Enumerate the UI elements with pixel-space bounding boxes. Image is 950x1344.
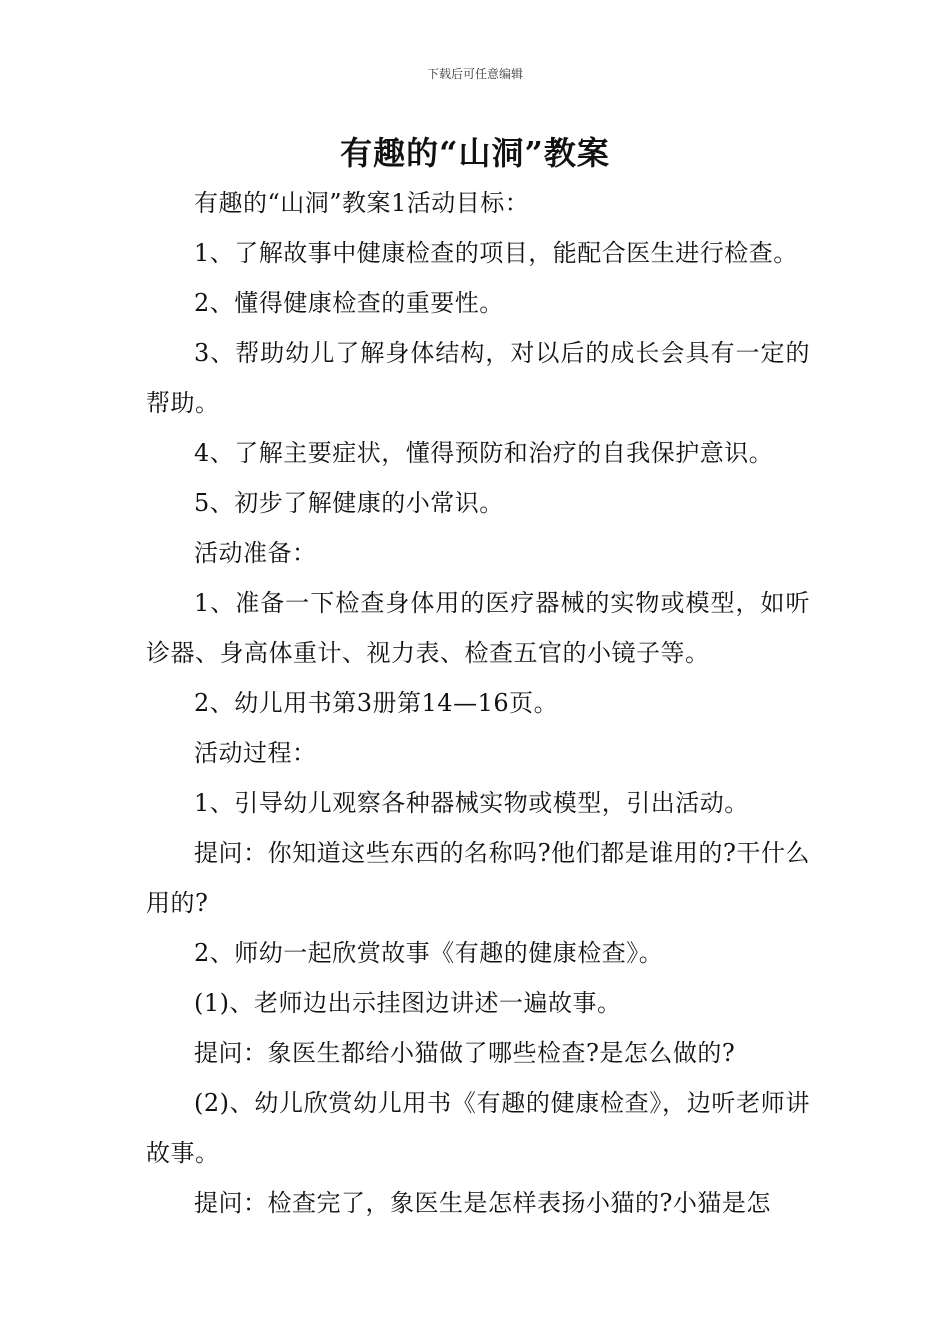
paragraph: 有趣的“山洞”教案1活动目标：: [194, 189, 530, 217]
paragraph: 1、引导幼儿观察各种器械实物或模型，引出活动。: [194, 789, 749, 817]
paragraph: 5、初步了解健康的小常识。: [194, 489, 504, 517]
paragraph: 活动准备：: [194, 539, 317, 567]
paragraph: 2、懂得健康检查的重要性。: [194, 289, 504, 317]
page-header-note: 下载后可任意编辑: [426, 67, 523, 81]
paragraph: 3、帮助幼儿了解身体结构，对以后的成长会具有一定的帮助。: [146, 339, 810, 417]
document-title: 有趣的“山洞”教案: [340, 134, 610, 172]
paragraph: 提问：你知道这些东西的名称吗?他们都是谁用的?干什么用的?: [146, 839, 810, 917]
paragraph: 1、了解故事中健康检查的项目，能配合医生进行检查。: [194, 239, 798, 267]
paragraph: (2)、幼儿欣赏幼儿用书《有趣的健康检查》，边听老师讲故事。: [146, 1089, 810, 1167]
paragraph: 提问：检查完了，象医生是怎样表扬小猫的?小猫是怎: [194, 1189, 771, 1217]
paragraph: 1、准备一下检查身体用的医疗器械的实物或模型，如听诊器、身高体重计、视力表、检查五官的小镜子等。: [146, 589, 810, 667]
paragraph: 活动过程：: [194, 739, 317, 767]
paragraph: 4、了解主要症状，懂得预防和治疗的自我保护意识。: [194, 439, 774, 467]
paragraph: 2、师幼一起欣赏故事《有趣的健康检查》。: [194, 939, 664, 967]
paragraph: 2、幼儿用书第3册第14—16页。: [194, 689, 559, 717]
paragraph: (1)、老师边出示挂图边讲述一遍故事。: [194, 989, 622, 1017]
document-body: [146, 178, 810, 1228]
paragraph: 提问：象医生都给小猫做了哪些检查?是怎么做的?: [194, 1039, 736, 1067]
